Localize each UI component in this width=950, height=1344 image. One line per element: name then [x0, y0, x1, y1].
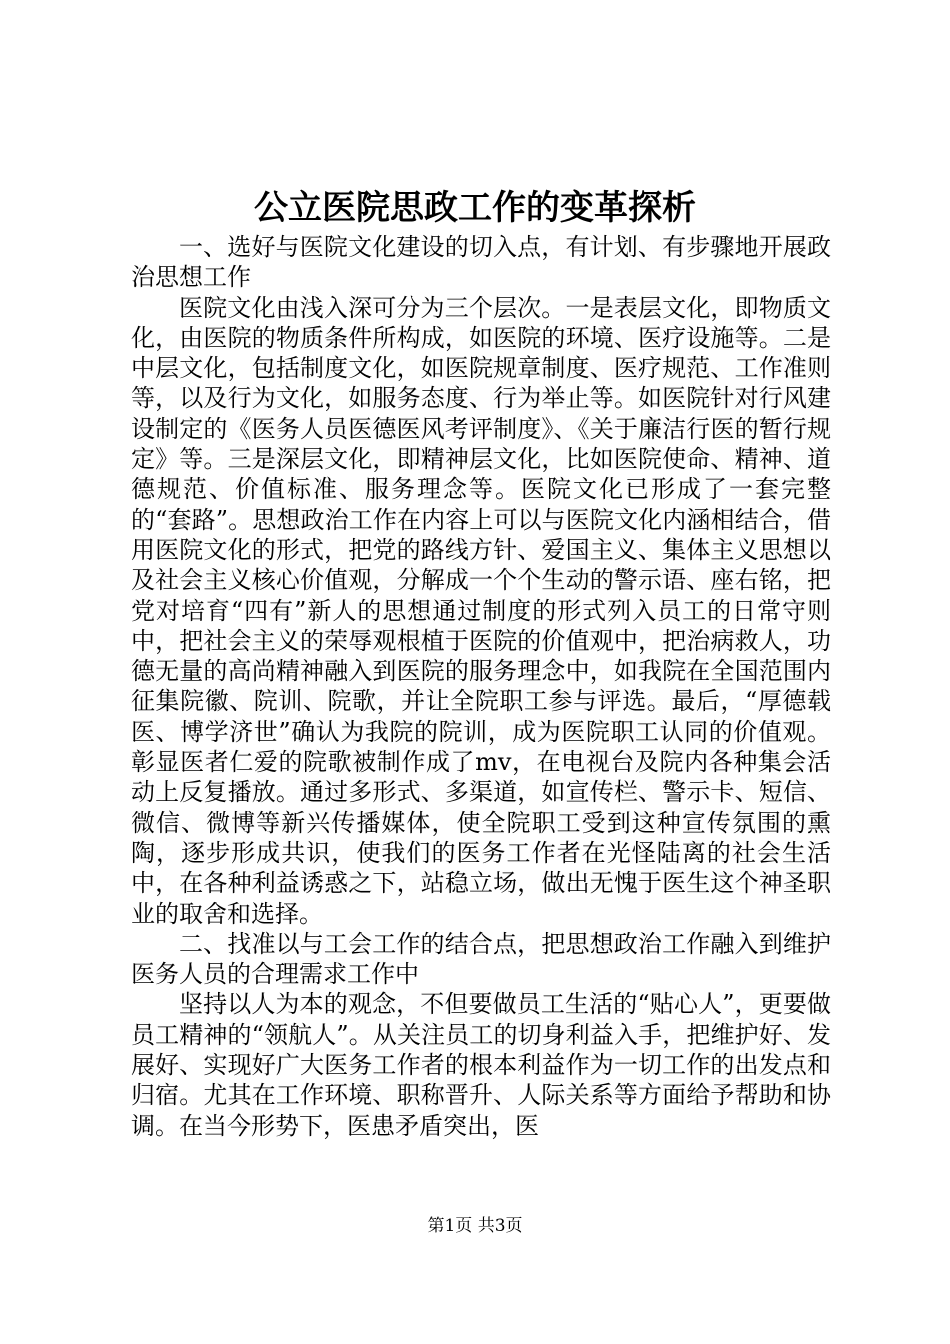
- section-heading-2: 二、找准以与工会工作的结合点，把思想政治工作融入到维护医务人员的合理需求工作中: [131, 929, 831, 989]
- paragraph-1: 医院文化由浅入深可分为三个层次。一是表层文化，即物质文化，由医院的物质条件所构成，如医院的环境、医疗设施等。二是中层文化，包括制度文化，如医院规章制度、医疗规范、工作准则等，以及行为文化，如服务态度、行为举止等。如医院针对行风建设制定的《医务人员医德医风考评制度》、《关于廉洁行医的暂行规定》等。三是深层文化，即精神层文化，比如医院使命、精神、道德规范、价值标准、服务理念等。医院文化已形成了一套完整的“套路”。思想政治工作在内容上可以与医院文化内涵相结合，借用医院文化的形式，把党的路线方针、爱国主义、集体主义思想以及社会主义核心价值观，分解成一个个生动的警示语、座右铭，把党对培育“四有”新人的思想通过制度的形式列入员工的日常守则中，把社会主义的荣辱观根植于医院的价值观中，把治病救人，功德无量的高尚精神融入到医院的服务理念中，如我院在全国范围内征集院徽、院训、院歌，并让全院职工参与评选。最后，“厚德载医、博学济世”确认为我院的院训，成为医院职工认同的价值观。彰显医者仁爱的院歌被制作成了mv，在电视台及院内各种集会活动上反复播放。通过多形式、多渠道，如宣传栏、警示卡、短信、微信、微博等新兴传播媒体，使全院职工受到这种宣传氛围的熏陶，逐步形成共识，使我们的医务工作者在光怪陆离的社会生活中，在各种利益诱惑之下，站稳立场，做出无愧于医生这个神圣职业的取舍和选择。: [131, 293, 831, 928]
- document-body: [131, 232, 831, 1141]
- paragraph-2: 坚持以人为本的观念，不但要做员工生活的“贴心人”，更要做员工精神的“领航人”。从关注员工的切身利益入手，把维护好、发展好、实现好广大医务工作者的根本利益作为一切工作的出发点和归宿。尤其在工作环境、职称晋升、人际关系等方面给予帮助和协调。在当今形势下，医患矛盾突出，医: [131, 990, 831, 1140]
- page-footer: 第1页 共3页: [427, 1216, 523, 1236]
- page-title: 公立医院思政工作的变革探析: [254, 188, 696, 228]
- section-heading-1: 一、选好与医院文化建设的切入点，有计划、有步骤地开展政治思想工作: [131, 233, 831, 292]
